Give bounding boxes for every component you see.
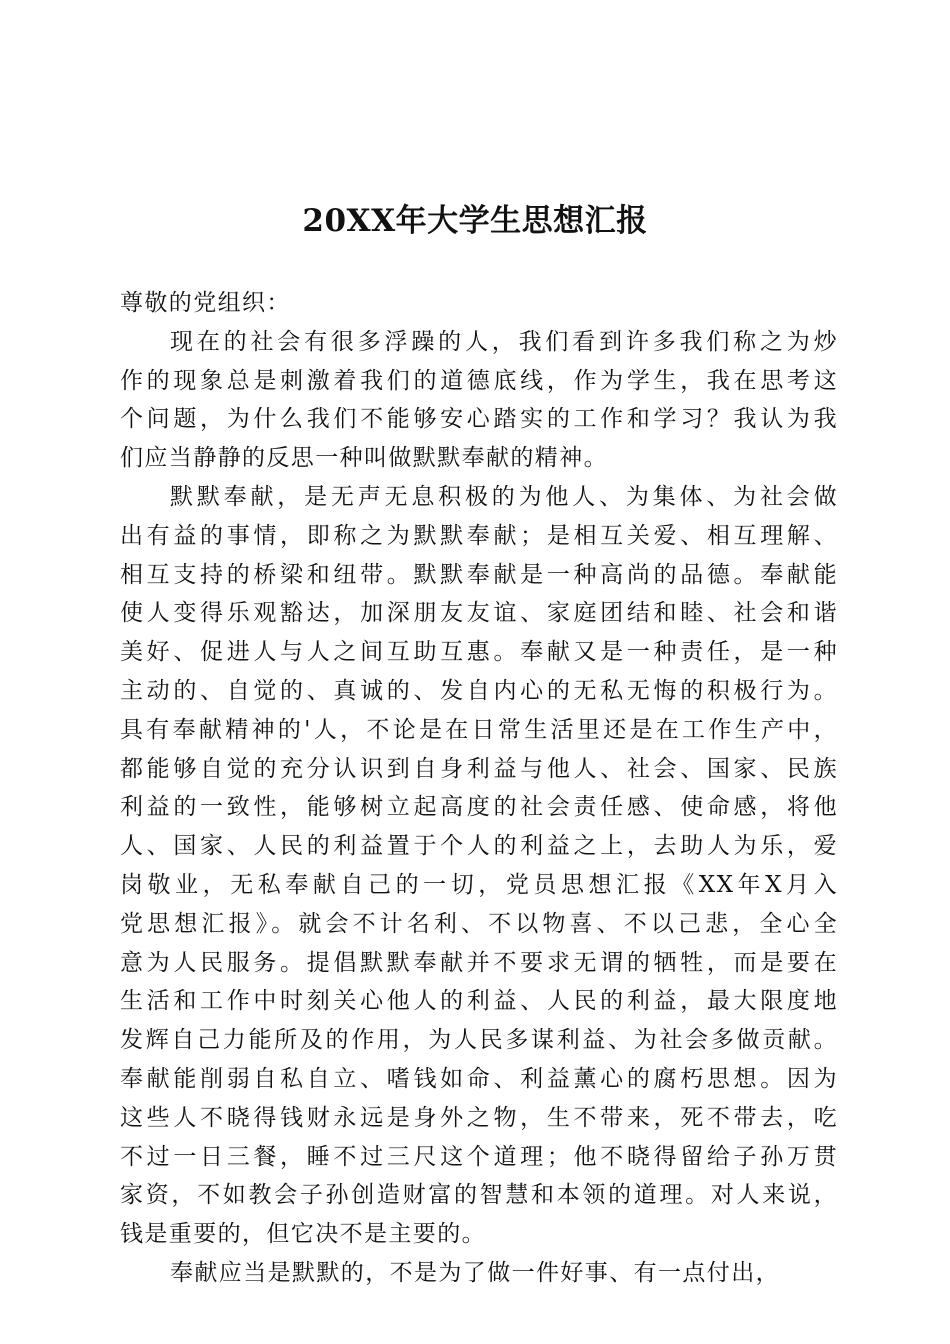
document-body [120,284,838,1293]
text-line: 钱是重要的，但它决不是主要的。 [120,1221,486,1248]
text-line: 党思想汇报》。就会不计名利、不以物喜、不以己悲，全心全 [120,910,838,937]
text-line: 都能够自觉的充分认识到自身利益与他人、社会、国家、民族 [120,755,838,782]
text-line: 岗敬业，无私奉献自己的一切，党员思想汇报《XX年X月入 [120,871,838,898]
text-line: 默默奉献，是无声无息积极的为他人、为集体、为社会做 [170,483,838,510]
text-line: 美好、促进人与人之间互助互惠。奉献又是一种责任，是一种 [120,639,838,666]
text-line: 个问题，为什么我们不能够安心踏实的工作和学习？我认为我 [120,406,838,433]
document-title: 20XX年大学生思想汇报 [302,203,648,239]
text-line: 们应当静静的反思一种叫做默默奉献的精神。 [120,445,608,472]
text-line: 出有益的事情，即称之为默默奉献；是相互关爱、相互理解、 [120,522,838,549]
text-line: 相互支持的桥梁和纽带。默默奉献是一种高尚的品德。奉献能 [120,561,838,588]
text-line: 现在的社会有很多浮躁的人，我们看到许多我们称之为炒 [170,328,838,355]
text-line: 生活和工作中时刻关心他人的利益、人民的利益，最大限度地 [120,988,838,1015]
text-line: 奉献应当是默默的，不是为了做一件好事、有一点付出， [170,1259,780,1286]
text-line: 利益的一致性，能够树立起高度的社会责任感、使命感，将他 [120,794,838,821]
text-line: 人、国家、人民的利益置于个人的利益之上，去助人为乐，爱 [120,833,838,860]
text-line: 具有奉献精神的'人，不论是在日常生活里还是在工作生产中， [120,716,838,743]
text-line: 作的现象总是刺激着我们的道德底线，作为学生，我在思考这 [120,367,838,394]
text-line: 奉献能削弱自私自立、嗜钱如命、利益薰心的腐朽思想。因为 [120,1065,838,1092]
text-line: 发辉自己力能所及的作用，为人民多谋利益、为社会多做贡献。 [120,1027,838,1054]
text-line: 家资，不如教会子孙创造财富的智慧和本领的道理。对人来说， [120,1182,838,1209]
text-line: 主动的、自觉的、真诚的、发自内心的无私无悔的积极行为。 [120,677,838,704]
text-line: 使人变得乐观豁达，加深朋友友谊、家庭团结和睦、社会和谐 [120,600,838,627]
text-line: 意为人民服务。提倡默默奉献并不要求无谓的牺牲，而是要在 [120,949,838,976]
salutation: 尊敬的党组织： [120,290,291,316]
text-line: 不过一日三餐，睡不过三尺这个道理；他不晓得留给子孙万贯 [120,1143,838,1170]
text-line: 这些人不晓得钱财永远是身外之物，生不带来，死不带去，吃 [120,1104,838,1131]
